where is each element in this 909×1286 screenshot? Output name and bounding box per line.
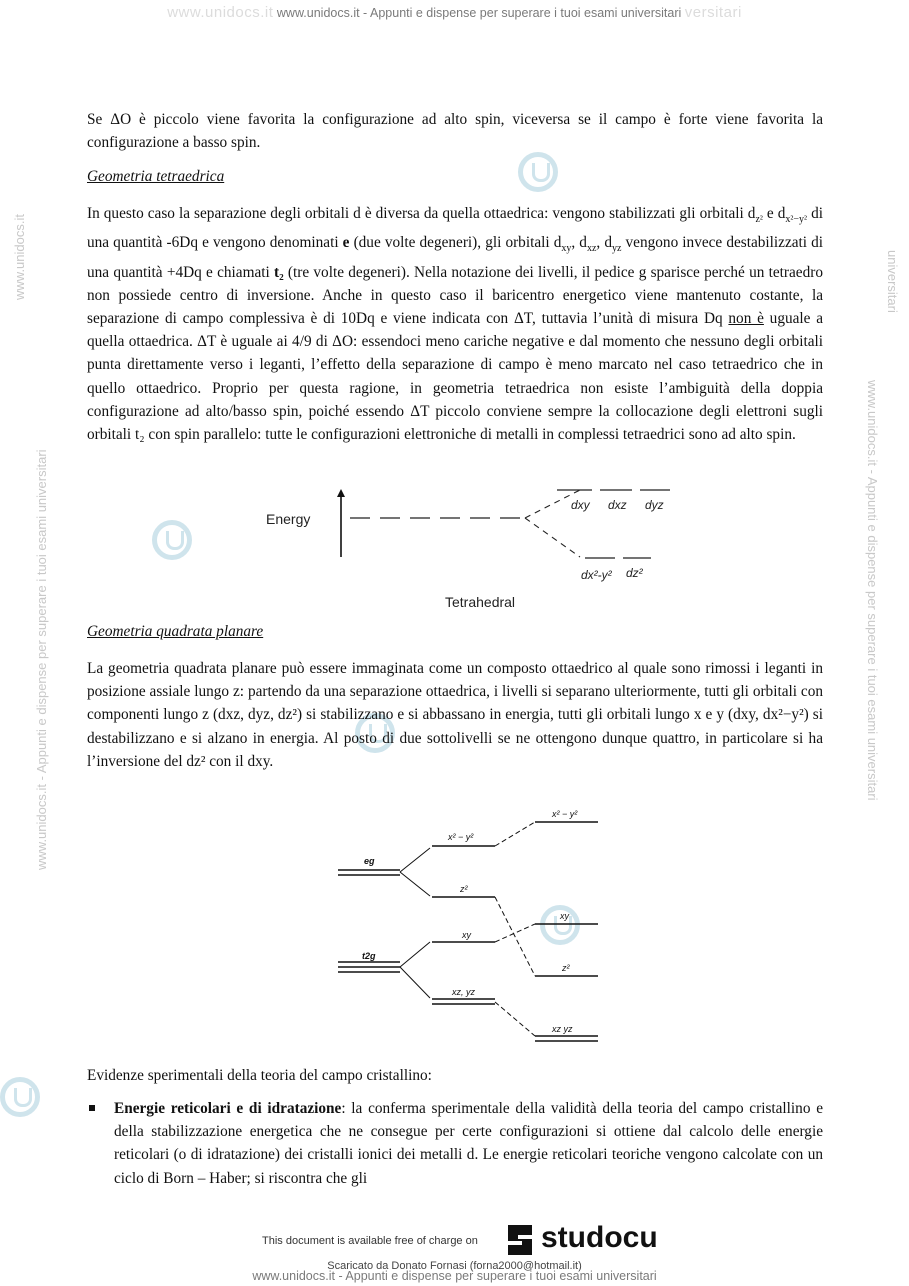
paragraph-spin-config: Se ΔO è piccolo viene favorita la configurazione ad alto spin, viceversa se il campo è forte viene favorita la configurazione a basso spin. — [87, 111, 823, 152]
side-watermark-right-2: www.unidocs.it - Appunti e dispense per superare i tuoi esami universitari — [865, 380, 880, 801]
bottom-watermark-banner: www.unidocs.it - Appunti e dispense per superare i tuoi esami universitari — [252, 1269, 657, 1283]
label-z2-right: z² — [562, 963, 570, 973]
label-z2-mid: z² — [460, 884, 468, 894]
footer-availability-text: This document is available free of charge on — [262, 1235, 478, 1247]
watermark-logo-icon — [518, 152, 558, 192]
side-watermark-left-1: www.unidocs.it — [12, 214, 27, 300]
bullet-square-icon — [89, 1105, 95, 1111]
square-planar-splitting-diagram — [330, 800, 620, 1055]
label-dyz: dyz — [645, 498, 664, 512]
studocu-logo-icon — [502, 1221, 538, 1259]
caption-tetrahedral: Tetrahedral — [445, 594, 516, 610]
paragraph-square-planar: La geometria quadrata planare può essere immaginata come un composto ottaedrico al quale sono rimossi i leganti in posizione assiale lungo z: partendo da una separazione ottaedrica, i livelli si separano ulteriormente, tutti gli orbitali con componenti lungo z (dxz, dyz, dz²) si stabilizzano e si abbassano in energia, tutti gli orbitali lungo x e y (dxy, dx²−y²) si destabilizzano e si alzano in energia. Al posto di due sottolivelli se ne ottengono dunque quattro, in particolare si ha l’inversione del dz² con il dxy. — [87, 660, 823, 770]
energy-axis-label: Energy — [266, 511, 311, 527]
label-dx2y2: dx²-y² — [581, 568, 612, 582]
watermark-logo-icon — [0, 1077, 40, 1117]
energy-arrow-head — [337, 489, 345, 497]
bullet-lattice-energies: Energie reticolari e di idratazione: la conferma sperimentale della validità della teoria del campo cristallino e della stabilizzazione energetica che ne consegue per certe configurazioni si ottiene dal calcolo delle energie reticolari (o di idratazione) dei cristalli ionici dei metalli d. Le energie reticolari teoriche vengono calcolate con un ciclo di Born – Haber; si riscontra che gli — [114, 1100, 823, 1187]
top-banner-text: www.unidocs.it - Appunti e dispense per superare i tuoi esami universitari — [276, 6, 682, 20]
label-xzyz-right: xz yz — [552, 1024, 573, 1034]
label-xy-mid: xy — [462, 930, 471, 940]
label-eg: eg — [364, 856, 375, 866]
faint-watermark-left: www.unidocs.it — [167, 4, 274, 21]
watermark-logo-icon — [152, 520, 192, 560]
label-xzyz-mid: xz, yz — [452, 987, 476, 997]
label-x2y2-mid: x² − y² — [448, 832, 474, 842]
tetrahedral-splitting-diagram — [255, 485, 675, 615]
paragraph-tetrahedral: In questo caso la separazione degli orbitali d è diversa da quella ottaedrica: vengono stabilizzati gli orbitali $d_{z^2}$ e $d_{x^2-y^2}$ di una quantità -6Dq e vengono denominati e (due volte degeneri), gli orbitali $d_{xy}$, $d_{xz}$, $d_{yz}$ vengono invece destabilizzati di una quantità +4Dq e chiamati t₂ (tre volte degeneri). Nella notazione dei livelli, il pedice g sparisce perché un tetraedro non possiede centro di inversione. Anche in questo caso il baricentro energetico viene mantenuto costante, la separazione di campo complessiva è di 10Dq e viene indicata con ΔT, tuttavia l’unità di misura Dq non è uguale a quella ottaedrica. ΔT è uguale ai 4/9 di ΔO: essendoci meno cariche negative e dal momento che nessuno degli orbitali punta direttamente verso i leganti, l’effetto della separazione di campo è meno marcato nel caso tetraedrico che in quello ottaedrico. Proprio per questa ragione, in geometria tetraedrica non esiste l’ambiguità della doppia configurazione ad alto/basso spin, poiché essendo ΔT piccolo conviene sempre la collocazione degli elettroni sugli orbitali t₂ con spin parallelo: tutte le configurazioni elettroniche di metalli in complessi tetraedrici sono ad alto spin. — [87, 205, 824, 443]
label-xy-right: xy — [560, 911, 569, 921]
studocu-brand-text[interactable]: studocu — [541, 1221, 658, 1254]
label-dxz: dxz — [608, 498, 627, 512]
paragraph-evidence-intro: Evidenze sperimentali della teoria del campo cristallino: — [87, 1067, 432, 1084]
side-watermark-left-2: www.unidocs.it - Appunti e dispense per superare i tuoi esami universitari — [34, 449, 49, 870]
label-dz2: dz² — [626, 566, 643, 580]
heading-tetrahedral: Geometria tetraedrica — [87, 168, 225, 185]
top-watermark-banner — [0, 4, 909, 21]
downloaded-by-text: Scaricato da Donato Fornasi (forna2000@hotmail.it) — [327, 1260, 582, 1272]
label-dxy: dxy — [571, 498, 590, 512]
heading-square-planar: Geometria quadrata planare — [87, 623, 264, 640]
faint-watermark-right: versitari — [684, 4, 742, 21]
label-x2y2-right: x² − y² — [552, 809, 578, 819]
side-watermark-right-1: universitari — [885, 250, 900, 313]
label-t2g: t2g — [362, 951, 376, 961]
